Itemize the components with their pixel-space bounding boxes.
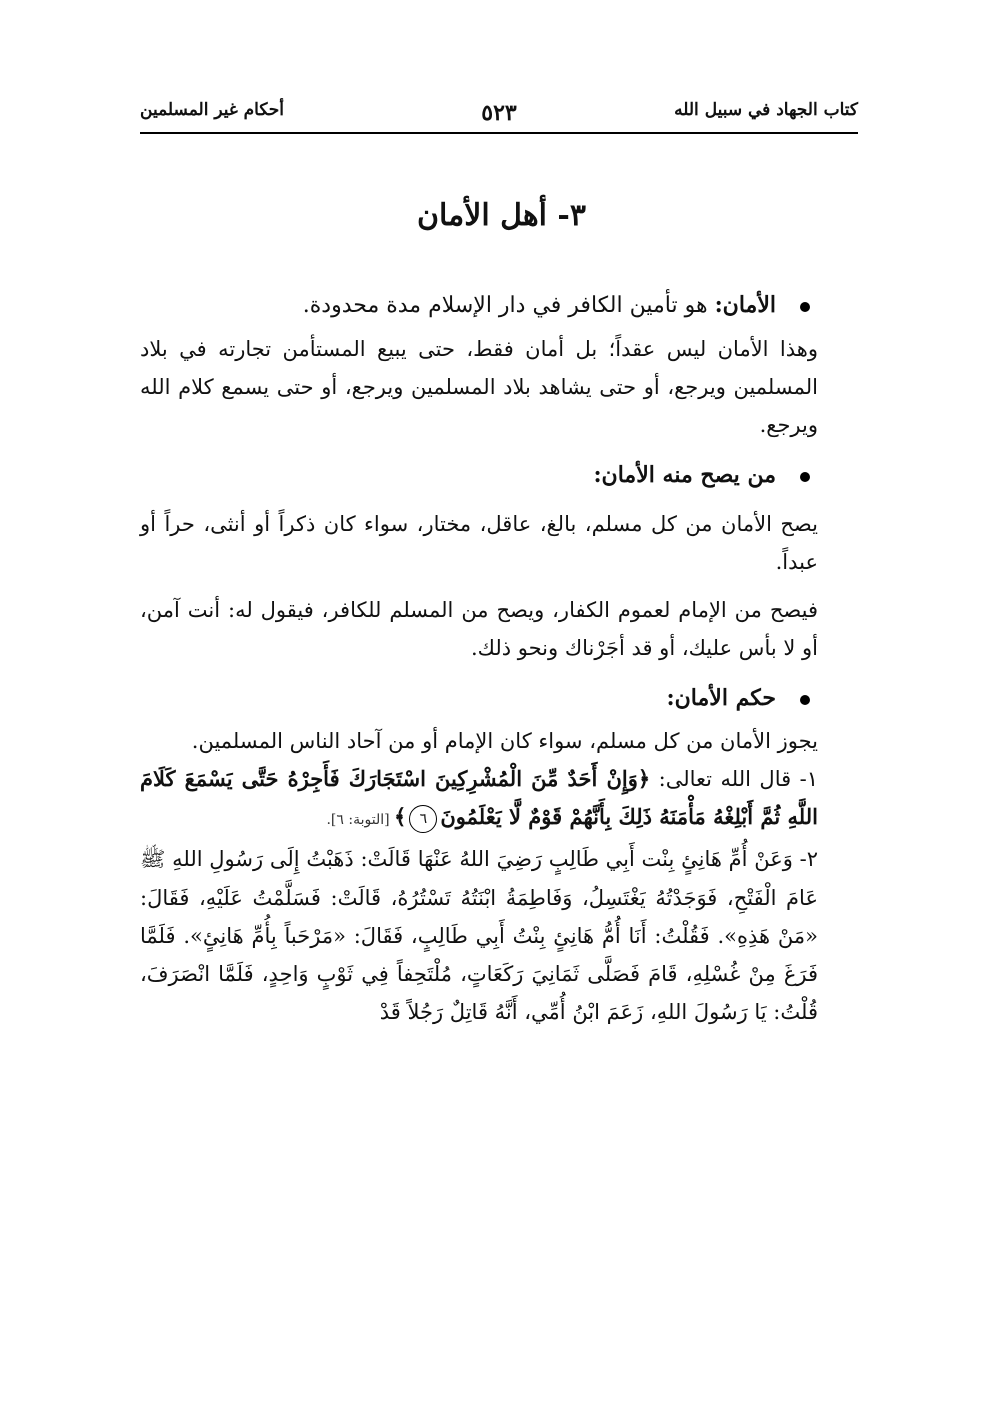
ruling-heading: حكم الأمان: xyxy=(140,678,818,718)
evidence-item-1 xyxy=(140,760,818,836)
item-1-intro: قال الله تعالى: xyxy=(650,766,792,791)
definition-bullet xyxy=(140,285,818,326)
quran-close-bracket: ﴾ xyxy=(394,804,407,830)
quran-verse: ﴿وَإِنْ أَحَدٌ مِّنَ الْمُشْرِكِينَ اسْتَجَارَكَ فَأَجِرْهُ حَتَّى يَسْمَعَ كَلَامَ اللَّهِ ثُمَّ أَبْلِغْهُ مَأْمَنَهُ ذَلِكَ بِأَنَّهُمْ قَوْمٌ لَّا يَعْلَمُونَ xyxy=(140,765,818,830)
ayah-number-mark: ٦ xyxy=(409,805,437,833)
header-book-title: كتاب الجهاد في سبيل الله xyxy=(674,100,858,120)
definition-text: هو تأمين الكافر في دار الإسلام مدة محدودة. xyxy=(302,293,715,318)
verse-reference: [التوبة: ٦]. xyxy=(326,812,395,829)
paragraph-3: فيصح من الإمام لعموم الكفار، ويصح من المسلم للكافر، فيقول له: أنت آمن، أو لا بأس عليك، أو قد أجَرْناك ونحو ذلك. xyxy=(140,598,818,661)
item-2-number: ٢- xyxy=(792,847,818,872)
definition-label: الأمان: xyxy=(714,292,776,318)
who-grants-heading: من يصح منه الأمان: xyxy=(140,455,818,495)
paragraph-4: يجوز الأمان من كل مسلم، سواء كان الإمام أو من آحاد الناس المسلمين. xyxy=(191,728,818,753)
item-1-number: ١- xyxy=(791,766,819,791)
page-content xyxy=(140,285,818,1031)
header-chapter-title: أحكام غير المسلمين xyxy=(140,100,284,120)
page-number: ٥٢٣ xyxy=(481,100,517,126)
evidence-item-2 xyxy=(140,840,818,1031)
page-header xyxy=(140,98,858,134)
paragraph-2: يصح الأمان من كل مسلم، بالغ، عاقل، مختار، سواء كان ذكراً أو أنثى، حراً أو عبداً. xyxy=(140,511,818,574)
section-title: ٣- أهل الأمان xyxy=(416,198,587,233)
paragraph-1: وهذا الأمان ليس عقداً؛ بل أمان فقط، حتى يبيع المستأمن تجارته في بلاد المسلمين ويرجع، أو حتى يشاهد بلاد المسلمين ويرجع، أو حتى يسمع كلام الله ويرجع. xyxy=(140,337,818,438)
hadith-text: وَعَنْ أُمِّ هَانِئٍ بِنْت أَبِي طَالِبٍ رَضِيَ اللهُ عَنْهَا قَالَتْ: ذَهَبْتُ إِلَى رَسُولِ اللهِ ﷺ عَامَ الْفَتْحِ، فَوَجَدْتُهُ يَغْتَسِلُ، وَفَاطِمَةُ ابْنَتُهُ تَسْتُرُهُ، قَالَتْ: فَسَلَّمْتُ عَلَيْهِ، فَقَالَ: «مَنْ هَذِهِ». فَقُلْتُ: أَنَا أُمُّ هَانِئٍ بِنْتُ أَبِي طَالِبٍ، فَقَالَ: «مَرْحَباً بِأُمِّ هَانِئٍ». فَلَمَّا فَرَغَ مِنْ غُسْلِهِ، قَامَ فَصَلَّى ثَمَانِيَ رَكَعَاتٍ، مُلْتَحِفاً فِي ثَوْبٍ وَاحِدٍ، فَلَمَّا انْصَرَفَ، قُلْتُ: يَا رَسُولَ اللهِ، زَعَمَ ابْنُ أُمِّي، أَنَّهُ قَاتِلٌ رَجُلاً قَدْ xyxy=(140,847,818,1025)
